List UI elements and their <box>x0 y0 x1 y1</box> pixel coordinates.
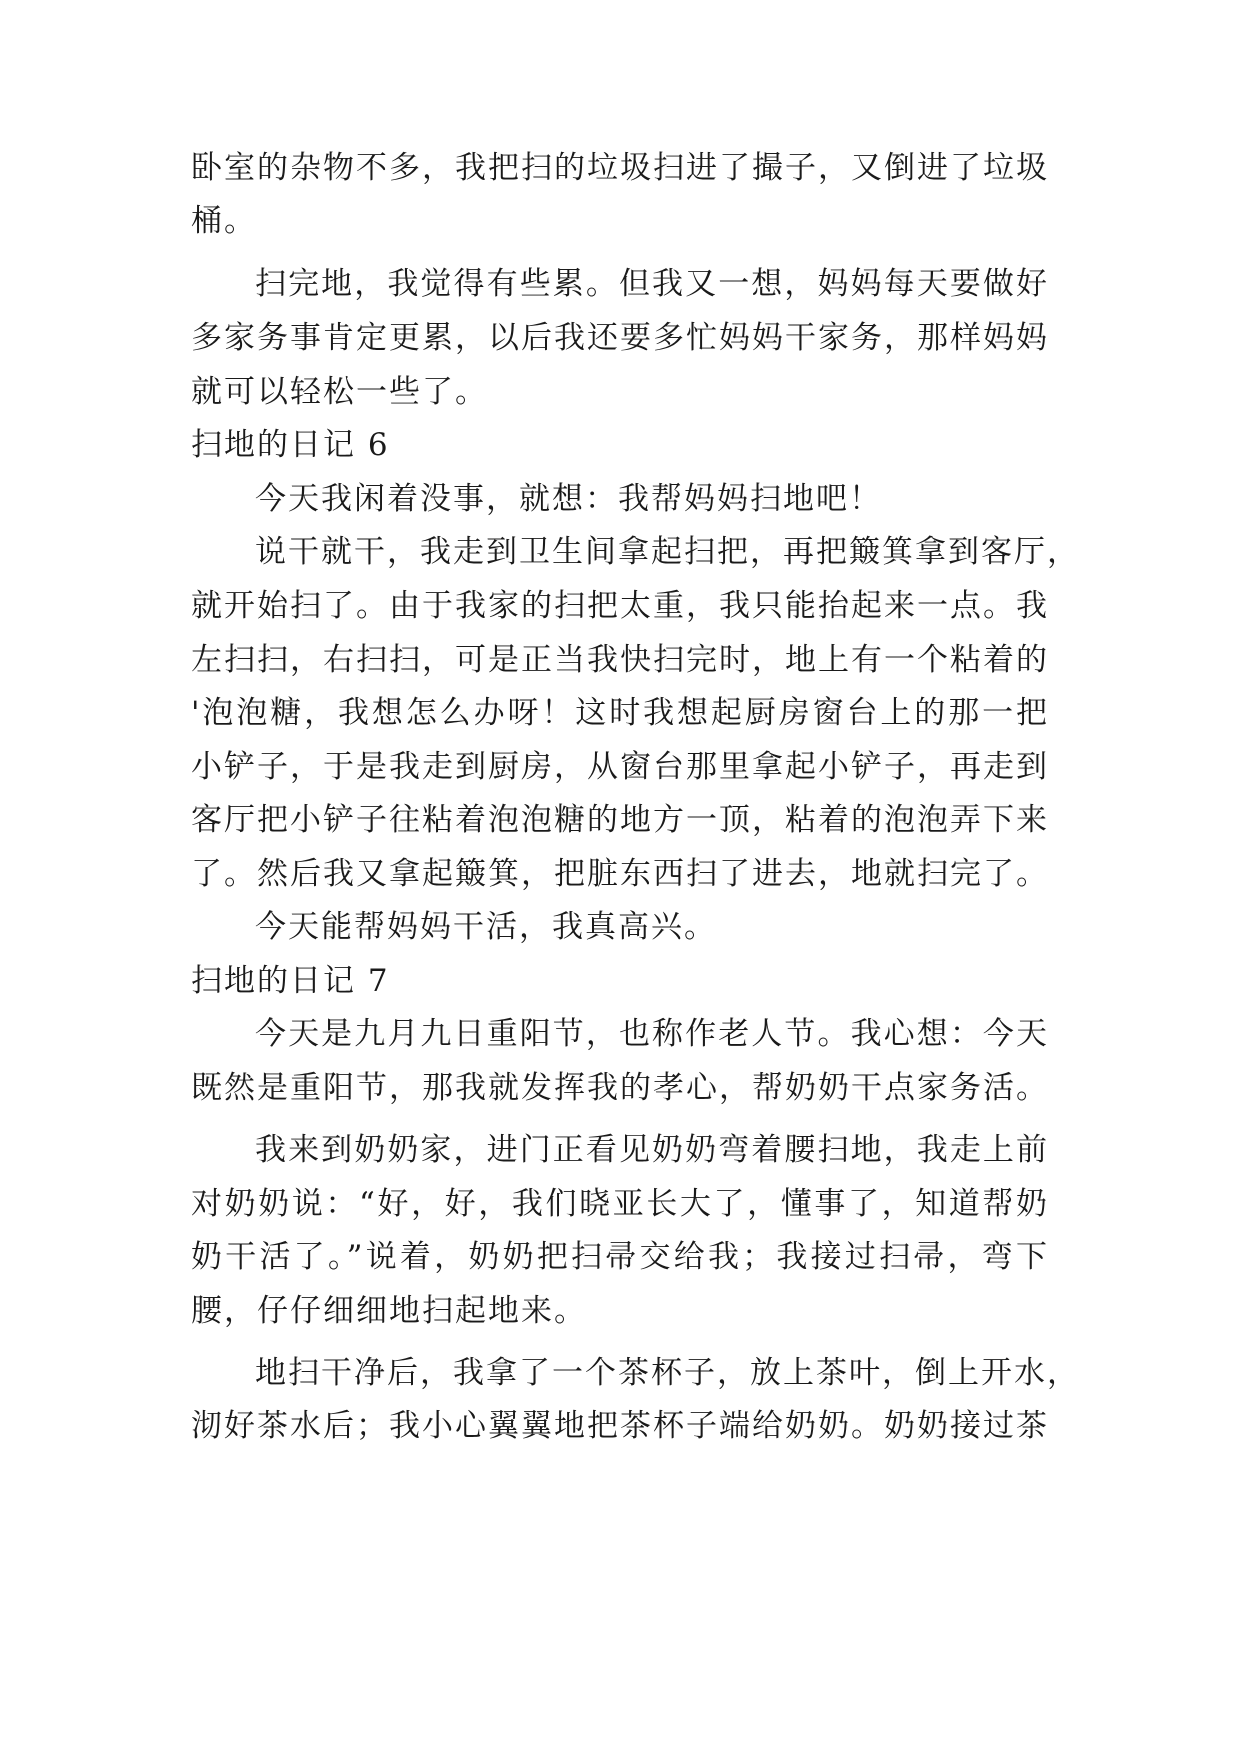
text-line: 腰，仔仔细细地扫起地来。 <box>191 1293 587 1329</box>
text-line: '泡泡糖，我想怎么办呀！这时我想起厨房窗台上的那一把 <box>191 695 1049 731</box>
section-heading: 扫地的日记 7 <box>191 963 390 999</box>
text-line: 今天能帮妈妈干活，我真高兴。 <box>255 909 717 945</box>
text-line: 多家务事肯定更累，以后我还要多忙妈妈干家务，那样妈妈 <box>191 320 1049 356</box>
text-line: 既然是重阳节，那我就发挥我的孝心，帮奶奶干点家务活。 <box>191 1070 1049 1106</box>
text-line: 扫完地，我觉得有些累。但我又一想，妈妈每天要做好 <box>255 266 1049 302</box>
text-line: 桶。 <box>191 203 257 239</box>
text-line: 就可以轻松一些了。 <box>191 374 488 410</box>
text-line: 今天是九月九日重阳节，也称作老人节。我心想：今天 <box>255 1016 1049 1052</box>
text-line: 说干就干，我走到卫生间拿起扫把，再把簸箕拿到客厅， <box>255 534 1080 570</box>
text-line: 卧室的杂物不多，我把扫的垃圾扫进了撮子，又倒进了垃圾 <box>191 150 1049 186</box>
text-line: 地扫干净后，我拿了一个茶杯子，放上茶叶，倒上开水， <box>255 1355 1080 1391</box>
text-line: 对奶奶说：“好，好，我们晓亚长大了，懂事了，知道帮奶 <box>191 1186 1049 1222</box>
text-line: 我来到奶奶家，进门正看见奶奶弯着腰扫地，我走上前 <box>255 1132 1049 1168</box>
text-line: 小铲子，于是我走到厨房，从窗台那里拿起小铲子，再走到 <box>191 749 1049 785</box>
text-line: 左扫扫，右扫扫，可是正当我快扫完时，地上有一个粘着的 <box>191 642 1049 678</box>
text-line: 了。然后我又拿起簸箕，把脏东西扫了进去，地就扫完了。 <box>191 856 1049 892</box>
section-heading: 扫地的日记 6 <box>191 427 390 463</box>
text-line: 沏好茶水后；我小心翼翼地把茶杯子端给奶奶。奶奶接过茶 <box>191 1408 1049 1444</box>
text-line: 客厅把小铲子往粘着泡泡糖的地方一顶，粘着的泡泡弄下来 <box>191 802 1049 838</box>
text-line: 奶干活了。”说着，奶奶把扫帚交给我；我接过扫帚，弯下 <box>191 1239 1049 1275</box>
text-line: 今天我闲着没事，就想：我帮妈妈扫地吧！ <box>255 481 882 517</box>
text-line: 就开始扫了。由于我家的扫把太重，我只能抬起来一点。我 <box>191 588 1049 624</box>
